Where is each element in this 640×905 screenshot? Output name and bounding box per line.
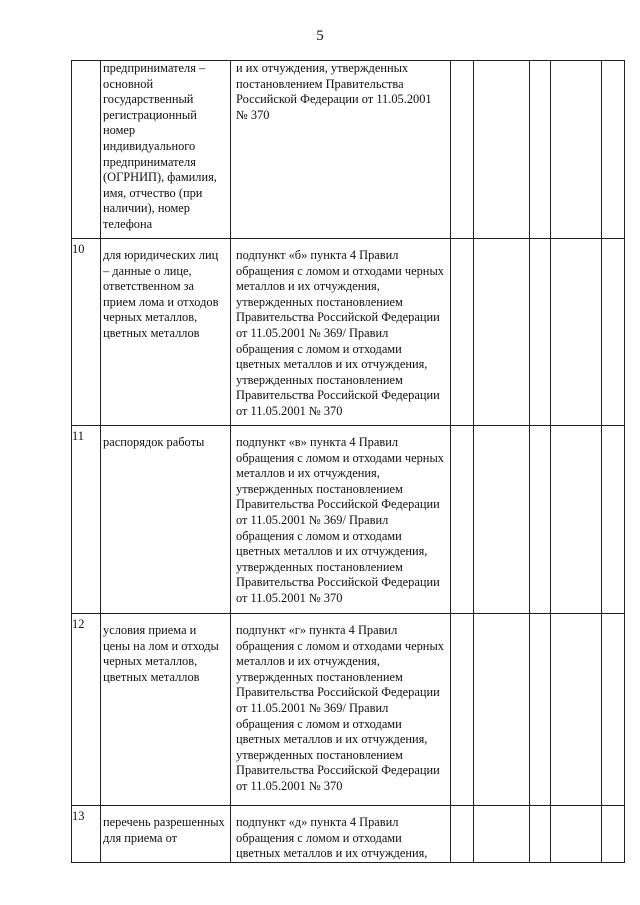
table-row [72, 806, 625, 863]
empty-cell [474, 426, 530, 614]
empty-cell [551, 426, 602, 614]
basis-cell [231, 61, 451, 239]
empty-cell [602, 806, 625, 863]
empty-cell [530, 239, 551, 426]
empty-cell [474, 806, 530, 863]
empty-cell [551, 614, 602, 806]
item-text: предпринимателя – основной государственный регистрационный номер индивидуального предпринимателя (ОГРНИП), фамилия, имя, отчество (при наличии), номер телефона [103, 61, 217, 231]
item-cell [101, 61, 231, 239]
empty-cell [551, 61, 602, 239]
empty-cell [602, 61, 625, 239]
row-number [72, 61, 101, 239]
basis-text: подпункт «б» пункта 4 Правил обращения с ломом и отходами черных металлов и их отчуждения, утвержденных постановлением Правительства Российской Федерации от 11.05.2001 № 369/ Правил обращения с ломом и отходами цветных металлов и их отчуждения, утвержденных постановлением Правительства Российской Федерации от 11.05.2001 № 370 [236, 248, 444, 418]
item-text: для юридических лиц – данные о лице, ответственном за прием лома и отходов черных металлов, цветных металлов [103, 248, 219, 340]
basis-cell [231, 239, 451, 426]
empty-cell [474, 239, 530, 426]
item-text: перечень разрешенных для приема от [103, 815, 225, 845]
basis-cell [231, 806, 451, 863]
basis-text: подпункт «в» пункта 4 Правил обращения с ломом и отходами черных металлов и их отчуждения, утвержденных постановлением Правительства Российской Федерации от 11.05.2001 № 369/ Правил обращения с ломом и отходами цветных металлов и их отчуждения, утвержденных постановлением Правительства Российской Федерации от 11.05.2001 № 370 [236, 435, 444, 605]
basis-text: подпункт «д» пункта 4 Правил обращения с ломом и отходами цветных металлов и их отчуждения, [236, 815, 428, 861]
row-number: 10 [72, 239, 101, 426]
requirements-table [71, 60, 625, 863]
item-text: условия приема и цены на лом и отходы черных металлов, цветных металлов [103, 623, 219, 684]
empty-cell [530, 61, 551, 239]
basis-cell [231, 614, 451, 806]
empty-cell [602, 239, 625, 426]
page-number: 5 [316, 28, 324, 44]
basis-cell [231, 426, 451, 614]
empty-cell [551, 806, 602, 863]
row-number: 11 [72, 426, 101, 614]
table-row [72, 614, 625, 806]
empty-cell [530, 426, 551, 614]
basis-text: и их отчуждения, утвержденных постановлением Правительства Российской Федерации от 11.05.2001 № 370 [236, 61, 432, 122]
item-cell [101, 239, 231, 426]
item-cell [101, 614, 231, 806]
empty-cell [451, 239, 474, 426]
empty-cell [451, 614, 474, 806]
table-row [72, 239, 625, 426]
empty-cell [530, 614, 551, 806]
table-row [72, 61, 625, 239]
empty-cell [451, 806, 474, 863]
table-row [72, 426, 625, 614]
empty-cell [474, 614, 530, 806]
row-number: 12 [72, 614, 101, 806]
empty-cell [451, 61, 474, 239]
empty-cell [602, 426, 625, 614]
row-number: 13 [72, 806, 101, 863]
empty-cell [451, 426, 474, 614]
empty-cell [474, 61, 530, 239]
item-text: распорядок работы [103, 435, 205, 449]
empty-cell [551, 239, 602, 426]
empty-cell [530, 806, 551, 863]
empty-cell [602, 614, 625, 806]
item-cell [101, 426, 231, 614]
basis-text: подпункт «г» пункта 4 Правил обращения с ломом и отходами черных металлов и их отчуждения, утвержденных постановлением Правительства Российской Федерации от 11.05.2001 № 369/ Правил обращения с ломом и отходами цветных металлов и их отчуждения, утвержденных постановлением Правительства Российской Федерации от 11.05.2001 № 370 [236, 623, 444, 793]
item-cell [101, 806, 231, 863]
